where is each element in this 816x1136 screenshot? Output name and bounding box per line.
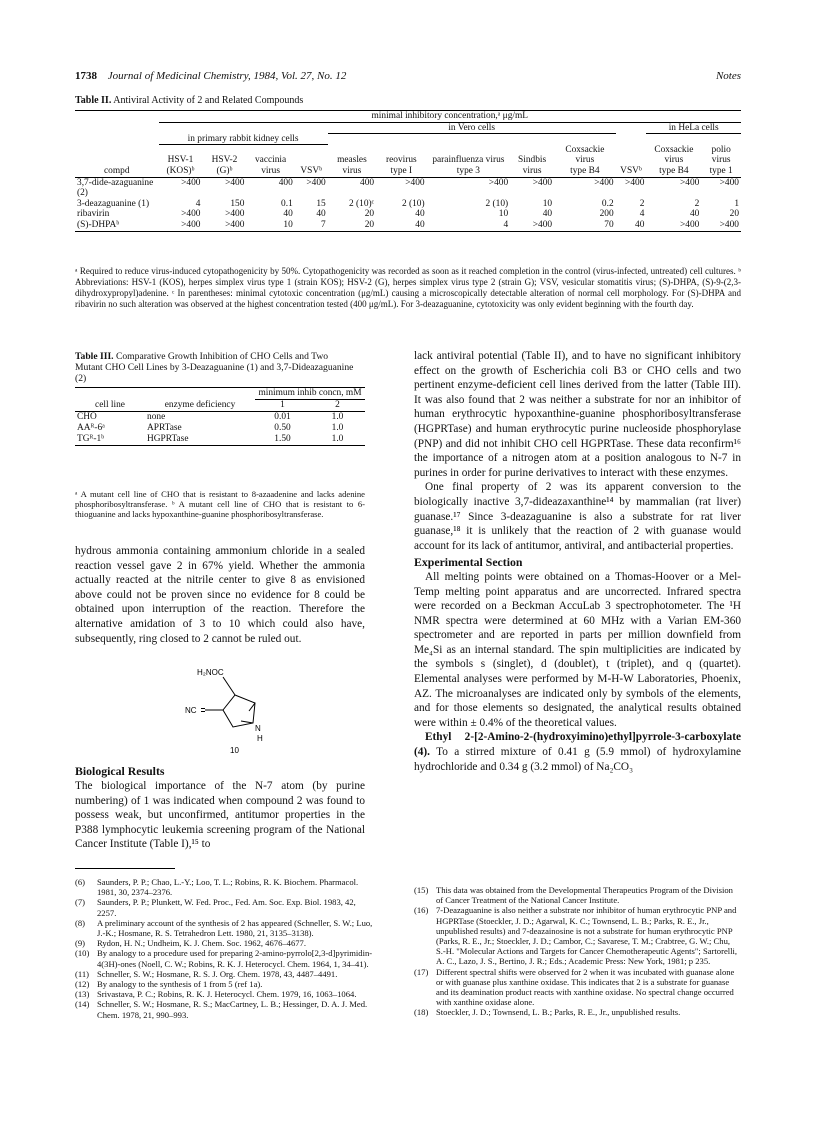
cell: 70 [604,219,614,230]
table2-label: Table II. [75,95,112,106]
cell: 40 [635,219,645,230]
col-header-line2: (G)ᵇ [216,165,233,176]
table3-label: Table III. [75,351,114,362]
col-header-line2: type I [390,165,413,176]
paragraph [414,730,741,774]
cell: 400 [278,177,293,188]
cell: 0.01 [274,412,291,422]
reference-item: (16) 7-Deazaguanine is also neither a substrate nor inhibitor of human erythrocytic PNP and HGPRTase (Stoeckler, J. D.; Agarwal, K. C.; Townsend, L. B.; Parks, R. E., Jr., unpublished results) and 7-deazainosine is not a substrate for human erythrocytic PNP (Parks, R. E., Jr.; Stoeckler, J. D.; Cambor, C.; Savarese, T. M.; Crabtree, G. W.; Chu, S.-H. "Molecular Actions and Targets for Cancer Chemotherapeutic Agents"; Sartorelli, A. C., Lazo, J. S., Bertino, J. R.; Eds.; Academic Press: New York, 1981; p 235. [414,905,738,967]
cell: >400 [181,219,201,230]
paragraph: lack antiviral potential (Table II), and to have no significant inhibitory effect on the growth of Escherichia coli B3 or CHO cells and two pertinent enzyme-deficient cell lines derived from the latter (Table III). It was also found that 2 was neither a substrate for nor an inhibitor of human erythrocytic hypoxanthine-guanine phosphoribosyltransferase (HGPRTase) and human erythrocytic purine nucleoside phosphorylase (PNP) and did not inhibit CHO cell HGPRTase. These data reconfirm¹⁶ the importance of a nitrogen atom at a position analogous to N-7 in purines in order for purine derivatives to interact with these enzymes. [414,350,741,479]
reference-item: (11) Schneller, S. W.; Hosmane, R. S. J. Org. Chem. 1978, 43, 4487–4491. [75,968,338,979]
cell: HGPRTase [147,434,189,444]
reference-item: (13) Srivastava, P. C.; Robins, R. K. J. Heterocycl. Chem. 1979, 16, 1063–1064. [75,989,357,1000]
col-header-compd: compd [103,165,130,176]
table2-title: Antiviral Activity of 2 and Related Compounds [113,95,304,106]
struct-label-h: H [257,734,263,743]
col-header-line1: polio virus [711,144,731,166]
table3-caption [75,351,355,385]
col-header-line2: virus [261,165,280,176]
cell: TGᴿ-1ᵇ [77,434,105,444]
references-left [75,868,377,1020]
reference-divider [75,868,175,869]
cell: 40 [415,209,425,220]
cell: >400 [719,177,739,188]
col-header-line2: VSVᵇ [300,165,323,176]
col-header-enzyme: enzyme deficiency [164,400,236,410]
col-header-cell-line: cell line [95,400,125,410]
col-header-line1: vaccinia [254,155,287,166]
cell: 10 [542,198,553,209]
cell: 1.0 [331,412,344,422]
cell: 4 [195,198,201,209]
cell: 400 [360,177,375,188]
cell: 10 [498,209,509,220]
cell: >400 [625,177,645,188]
reference-item: (7) Saunders, P. P.; Plunkett, W. Fed. Proc., Fed. Am. Soc. Exp. Biol. 1983, 42, 2257. [75,897,356,918]
col-header-line2: (KOS)ᵇ [166,165,195,176]
table2 [75,110,741,232]
col-header-line2: type B4 [570,165,600,176]
compound-number: 10 [230,746,239,755]
section-heading-biological: Biological Results [75,764,165,778]
journal-citation: Journal of Medicinal Chemistry, 1984, Vol. 27, No. 12 [107,70,347,82]
cell: >400 [594,177,614,188]
cell: >400 [679,177,700,188]
paragraph: One final property of 2 was its apparent conversion to the biologically inactive 3,7-dideazaxanthine¹⁴ by mammalian (rat liver) guanase.¹⁷ Since 3-deazaguanine is also a substrate for rat liver guanase,¹⁸ it is unlikely that the reaction of 2 with guanase would account for its lack of antitumor, antiviral, and antibacterial properties. [414,481,741,552]
table-row [75,177,741,199]
table-row [75,423,365,434]
col-header-line1: measles [337,155,367,166]
references-right [414,885,741,1018]
cell: 200 [599,209,614,220]
struct-label-nc: NC [185,706,197,715]
cell: 2 (10)ᶜ [349,198,375,209]
table-row [75,209,741,220]
pyrrole-structure-icon [175,665,295,755]
section-label: Notes [715,70,741,82]
cell: 10 [283,219,293,230]
cell: 40 [283,209,293,220]
cell: APRTase [147,423,182,433]
chemical-structure-10 [175,665,295,755]
bio-body-text: The biological importance of the N-7 atom (by purine numbering) of 1 was indicated when compound 2 was found to possess weak, but unconfirmed, antitumor properties in the P388 lymphocytic leukemia screening program of the National Cancer Institute (Table I),¹⁵ to [75,780,365,851]
table-row [75,199,741,210]
cell: >400 [719,219,739,230]
cell: >400 [306,177,326,188]
cell: >400 [405,177,425,188]
table3 [75,387,365,446]
right-column [414,349,741,774]
struct-label-top: H₂NOC [197,668,224,677]
left-body-text: hydrous ammonia containing ammonium chloride in a sealed reaction vessel gave 2 in 67% yield. Whether the ammonia actually reacted at the nitrile center to give 8 as envisioned above could not be proven since no evidence for 8 could be obtained upon interruption of the reaction. Therefore the alternative amidation of 3 to 10 which could also have, subsequently, ring closed to 2 cannot be ruled out. [75,545,365,645]
col-header-line2: VSVᵇ [620,165,642,176]
cell: >400 [679,219,700,230]
row-compd: ribavirin [77,209,110,220]
paragraph: All melting points were obtained on a Thomas-Hoover or a Mel-Temp melting point apparatus and are uncorrected. Infrared spectra were recorded on a Beckman AccuLab 3 spectrophotometer. The ¹H NMR spectra were determined at 60 MHz with a Varian EM-360 spectrometer and are reported in parts per million downfield from Me₄Si as an internal standard. The spin multiplicities are indicated by the symbols s (singlet), d (doublet), t (triplet), and q (quartet). Elemental analyses were performed by M-H-W Laboratories, Phoenix, AZ. The microanalyses are indicated only by symbols of the elements, and for those elements so designated, the analytical results obtained were within ± 0.4% of the theoretical values. [414,570,741,729]
running-header [75,70,741,86]
cell: >400 [181,209,201,220]
cell: >400 [181,177,201,188]
struct-label-n: N [255,724,261,733]
cell: >400 [488,177,509,188]
cell: 2 [639,198,645,209]
cell: 40 [542,209,553,220]
table-row [75,220,741,231]
cell: 2 (10) [485,198,509,209]
reference-item: (12) By analogy to the synthesis of 1 from 5 (ref 1a). [75,979,263,990]
reference-item: (18) Stoeckler, J. D.; Townsend, L. B.; Parks, R. E., Jr., unpublished results. [414,1007,681,1018]
cell: 7 [321,219,326,230]
row-compd: 3-deazaguanine (1) [77,198,150,209]
col-header-line2: type 1 [709,165,733,176]
table2-group-rabbit: in primary rabbit kidney cells [159,134,328,145]
col-header-line1: Coxsackie virus [654,144,694,166]
cell: 2 (10) [401,198,425,209]
page-number: 1738 [75,70,97,82]
col-header-line2: virus [522,165,542,176]
cell: 20 [729,209,739,220]
col-header-line2: type 3 [456,165,480,176]
cell: 150 [230,198,245,209]
cell: 1.50 [274,434,291,444]
table3-title: Comparative Growth Inhibition of CHO Cells and Two Mutant CHO Cell Lines by 3-Deazaguanine (1) and 3,7-Dideazaguanine (2) [75,351,354,385]
cell: 20 [364,219,375,230]
cell: CHO [77,412,97,422]
cell: 1 [734,198,739,209]
col-header-line1: HSV-2 [211,155,238,166]
row-compd: 3,7-dide-azaguanine (2) [77,177,154,199]
reference-item: (6) Saunders, P. P.; Chao, L.-Y.; Loo, T. L.; Robins, R. K. Biochem. Pharmacol. 1981, 30, 2374–2376. [75,877,359,898]
section-heading-experimental: Experimental Section [414,555,523,570]
cell: 40 [689,209,700,220]
reference-item: (8) A preliminary account of the synthesis of 2 has appeared (Schneller, S. W.; Luo, J.-K.; Hosmane, R. S. Tetrahedron Lett. 1980, 21, 3135–3138). [75,917,373,939]
table3-footnote: ᵃ A mutant cell line of CHO that is resistant to 8-azaadenine and lacks adenine phosphoribosyltransferase. ᵇ A mutant cell line of CHO that is resistant to 6-thioguanine and lacks hypoxanthine-guanine phosphoribosyltransferase. [75,489,365,519]
cell: >400 [225,177,245,188]
col-header-line1 [616,145,647,166]
cell: 0.2 [601,198,614,209]
col-header-1: 1 [280,400,285,410]
reference-item: (14) Schneller, S. W.; Hosmane, R. S.; MacCartney, L. B.; Hessinger, D. A. J. Med. Chem. 1978, 21, 990–993. [75,999,368,1020]
col-header-line1: reovirus [385,155,417,166]
compound-heading: Ethyl 2-[2-Amino-2-(hydroxyimino)ethyl]pyrrole-3-carboxylate (4). [414,731,741,759]
cell: >400 [225,219,245,230]
col-header-line2: virus [342,165,362,176]
table-row [75,434,365,446]
reference-item: (17) Different spectral shifts were observed for 2 when it was incubated with guanase alone or with guanase plus xanthine oxidase. This indicates that 2 is a substrate for guanase and its deamination product reacts with xanthine oxidase. No spectral change occurred with xanthine oxidase alone. [414,966,735,1008]
cell: 4 [639,209,645,220]
table2-footnote: ᵃ Required to reduce virus-induced cytopathogenicity by 50%. Cytopathogenicity was recorded as soon as it reached completion in the control (virus-infected, untreated) cell cultures. ᵇ Abbreviations: HSV-1 (KOS), herpes simplex virus type 1 (strain KOS); HSV-2 (G), herpes simplex virus type 2 (strain G); VSV, vesicular stomatitis virus; (S)-DHPA, (S)-9-(2,3-dihydroxypropyl)adenine. ᶜ In parentheses: minimal cytotoxic concentration (μg/mL) causing a microscopically detectable alteration of normal cell morphology. For (S)-DHPA and ribavirin no such alteration was observed at the highest concentration tested (400 μg/mL). For 3-deazaguanine, cytotoxicity was only evident beginning with the fourth day. [75,266,741,309]
cell: 40 [316,209,326,220]
col-header-2: 2 [335,400,340,410]
col-header-line1: HSV-1 [167,155,194,166]
cell: >400 [225,209,245,220]
col-header-line1 [295,145,328,166]
cell: 40 [415,219,425,230]
cell: 2 [694,198,700,209]
cell: 20 [364,209,375,220]
reference-item: (9) Rydon, H. N.; Undheim, K. J. Chem. Soc. 1962, 4676–4677. [75,938,307,949]
cell: 15 [316,198,326,209]
cell: 0.50 [274,423,291,433]
table2-group-vero: in Vero cells [328,122,616,134]
table2-group-hela: in HeLa cells [646,122,741,134]
table2-caption [75,95,303,106]
table2-spanner: minimal inhibitory concentration,ᵃ μg/mL [159,111,741,123]
reference-item: (10) By analogy to a procedure used for preparing 2-amino-pyrrolo[2,3-d]pyrimidin-4(3H)-ones (Noell, C. W.; Robins, R. K. J. Heterocycl. Chem. 1964, 1, 34–41). [75,948,373,969]
cell: none [147,412,166,422]
cell: >400 [532,219,553,230]
cell: 1.0 [331,423,344,433]
reference-item: (15) This data was obtained from the Developmental Therapeutics Program of the Division of Cancer Treatment of the National Cancer Institute. [414,885,733,906]
cell: 0.1 [281,198,293,209]
col-header-line1: parainfluenza virus [432,155,505,166]
table-row [75,412,365,424]
cell: AAᴿ-6ᵃ [77,423,105,433]
row-compd: (S)-DHPAᵇ [77,219,120,230]
col-header-line2: type B4 [659,165,689,176]
col-header-line1: Coxsackie virus [565,144,605,166]
col-header-line1: Sindbis [518,155,547,166]
cell: 1.0 [331,434,344,444]
paragraph-text: To a stirred mixture of 0.41 g (5.9 mmol) of hydroxylamine hydrochloride and 0.34 g (3.2 mmol) of Na₂CO₃ [414,746,741,773]
table3-spanner: minimum inhib concn, mM [255,388,365,400]
cell: 4 [503,219,509,230]
cell: >400 [532,177,553,188]
